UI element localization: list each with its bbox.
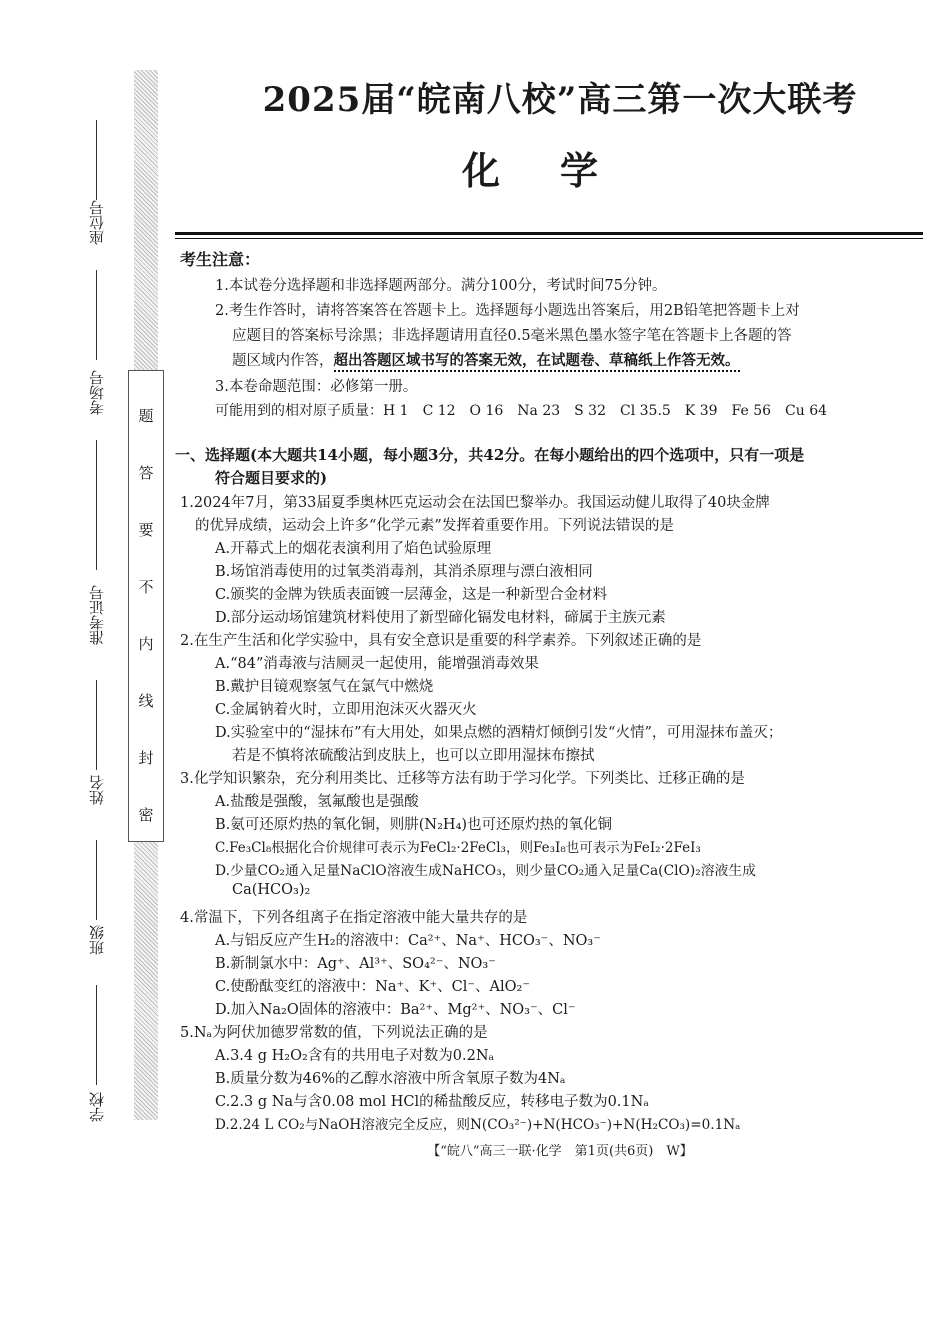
atomic-masses: 可能用到的相对原子质量：H 1 C 12 O 16 Na 23 S 32 Cl 35.5 K 39 Fe 56 Cu 64	[215, 403, 828, 419]
option: B.新制氯水中：Ag⁺、Al³⁺、SO₄²⁻、NO₃⁻	[215, 956, 496, 972]
option: A.开幕式上的烟花表演利用了焰色试验原理	[215, 541, 492, 557]
field-name: 姓名	[88, 775, 106, 805]
field-exam-room: 考场号	[88, 370, 106, 415]
notice-item: 3.本卷命题范围：必修第一册。	[215, 379, 418, 395]
notice-item	[232, 349, 740, 370]
option: A.“84”消毒液与洁厕灵一起使用，能增强消毒效果	[215, 656, 539, 672]
question-stem: 2.在生产生活和化学实验中，具有安全意识是重要的科学素养。下列叙述正确的是	[180, 633, 702, 649]
question-stem: 5.Nₐ为阿伏加德罗常数的值，下列说法正确的是	[180, 1025, 488, 1041]
option: D.加入Na₂O固体的溶液中：Ba²⁺、Mg²⁺、NO₃⁻、Cl⁻	[215, 1002, 576, 1018]
section-heading: 一、选择题(本大题共14小题，每小题3分，共42分。在每小题给出的四个选项中，只有一项是	[175, 446, 805, 464]
section-heading-cont: 符合题目要求的)	[215, 469, 328, 487]
option: B.质量分数为46%的乙醇水溶液中所含氧原子数为4Nₐ	[215, 1071, 566, 1087]
notice-title: 考生注意：	[180, 250, 261, 269]
option: A.盐酸是强酸，氢氟酸也是强酸	[215, 794, 419, 810]
option: B.氨可还原灼热的氧化铜，则肼(N₂H₄)也可还原灼热的氧化铜	[215, 817, 613, 833]
seal-box	[128, 370, 164, 842]
notice-item: 应题目的答案标号涂黑；非选择题请用直径0.5毫米黑色墨水签字笔在答题卡上各题的答	[232, 328, 792, 344]
option: D.实验室中的“湿抹布”有大用处，如果点燃的酒精灯倾倒引发“火情”，可用湿抹布盖灭；	[215, 725, 783, 741]
field-underline	[96, 270, 97, 360]
field-underline	[96, 840, 97, 920]
header-rule	[175, 232, 923, 235]
question-stem: 4.常温下，下列各组离子在指定溶液中能大量共存的是	[180, 910, 528, 926]
field-underline	[96, 440, 97, 570]
seal-char: 要	[138, 521, 154, 539]
option: D.2.24 L CO₂与NaOH溶液完全反应，则N(CO₃²⁻)+N(HCO₃⁻)+N(H₂CO₃)=0.1Nₐ	[215, 1117, 741, 1133]
option: C.Fe₃Cl₈根据化合价规律可表示为FeCl₂·2FeCl₃，则Fe₃I₈也可表示为FeI₂·2FeI₃	[215, 840, 701, 856]
option-cont: 若是不慎将浓硫酸沾到皮肤上，也可以立即用湿抹布擦拭	[232, 748, 595, 764]
seal-char: 线	[138, 692, 154, 710]
field-underline	[96, 120, 97, 200]
field-admission-number: 准考证号	[88, 585, 106, 645]
question-stem: 的优异成绩，运动会上许多“化学元素”发挥着重要作用。下列说法错误的是	[195, 518, 674, 534]
notice-text: 题区域内作答，	[232, 353, 334, 369]
option: C.金属钠着火时，立即用泡沫灭火器灭火	[215, 702, 477, 718]
field-school: 学校	[88, 1092, 106, 1122]
seal-char: 封	[138, 749, 154, 767]
option: A.与铝反应产生H₂的溶液中：Ca²⁺、Na⁺、HCO₃⁻、NO₃⁻	[215, 933, 601, 949]
field-underline	[96, 680, 97, 770]
option-cont: Ca(HCO₃)₂	[232, 882, 311, 898]
option: B.戴护目镜观察氢气在氯气中燃烧	[215, 679, 434, 695]
question-stem: 3.化学知识繁杂，充分利用类比、迁移等方法有助于学习化学。下列类比、迁移正确的是	[180, 771, 745, 787]
seal-char: 答	[138, 464, 154, 482]
subject-title: 化学	[461, 148, 658, 193]
option: D.少量CO₂通入足量NaClO溶液生成NaHCO₃，则少量CO₂通入足量Ca(ClO)₂溶液生成	[215, 863, 756, 879]
option: C.2.3 g Na与含0.08 mol HCl的稀盐酸反应，转移电子数为0.1Nₐ	[215, 1094, 649, 1110]
header-rule-thin	[175, 238, 923, 239]
field-class: 班级	[88, 925, 106, 955]
seal-char: 内	[138, 635, 154, 653]
option: D.部分运动场馆建筑材料使用了新型碲化镉发电材料，碲属于主族元素	[215, 610, 666, 626]
option: C.颁奖的金牌为铁质表面镀一层薄金，这是一种新型合金材料	[215, 587, 608, 603]
option: C.使酚酞变红的溶液中：Na⁺、K⁺、Cl⁻、AlO₂⁻	[215, 979, 531, 995]
field-underline	[96, 985, 97, 1085]
notice-item: 2.考生作答时，请将答案答在答题卡上。选择题每小题选出答案后，用2B铅笔把答题卡上对	[215, 303, 800, 319]
field-seat-number: 座位号	[88, 200, 106, 245]
exam-title: 2025届“皖南八校”高三第一次大联考	[262, 80, 858, 120]
notice-emphasis: 超出答题区域书写的答案无效，在试题卷、草稿纸上作答无效。	[334, 352, 740, 372]
notice-item: 1.本试卷分选择题和非选择题两部分。满分100分，考试时间75分钟。	[215, 278, 667, 294]
seal-char: 不	[138, 578, 154, 596]
page-footer: 【“皖八”高三一联·化学 第1页(共6页) W】	[427, 1144, 693, 1159]
option: A.3.4 g H₂O₂含有的共用电子对数为0.2Nₐ	[215, 1048, 495, 1064]
seal-char: 密	[138, 806, 154, 824]
option: B.场馆消毒使用的过氧类消毒剂，其消杀原理与漂白液相同	[215, 564, 593, 580]
seal-char: 题	[138, 407, 154, 425]
question-stem: 1.2024年7月，第33届夏季奥林匹克运动会在法国巴黎举办。我国运动健儿取得了40块金牌	[180, 495, 770, 511]
